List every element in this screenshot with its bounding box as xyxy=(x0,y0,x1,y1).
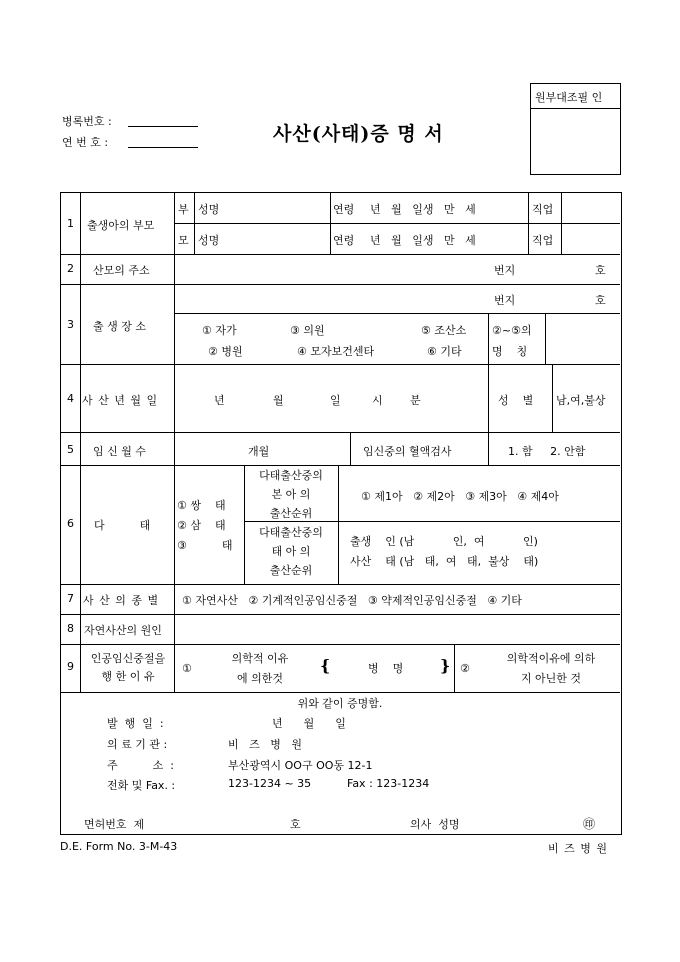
col-line xyxy=(330,192,331,254)
row-number: 9 xyxy=(67,660,74,673)
col-line xyxy=(350,432,351,465)
place-option-clinic[interactable]: ③ 의원 xyxy=(290,324,325,337)
multiple-type-triplet[interactable]: ② 삼 태 xyxy=(177,519,226,532)
row-line xyxy=(60,692,620,693)
mother-label: 모 xyxy=(178,234,189,247)
address-bunji: 번지 xyxy=(494,264,516,277)
place-name-label-2: 명 칭 xyxy=(492,345,528,358)
mother-name-label: 성명 xyxy=(198,234,220,247)
row-number: 5 xyxy=(67,443,74,456)
order-label-3: 출산순위 xyxy=(269,507,313,520)
date-minute[interactable]: 분 xyxy=(410,394,421,407)
phone-value: 123-1234 ~ 35 xyxy=(228,777,312,790)
place-name-label: ②~⑤의 xyxy=(492,324,532,337)
row-line xyxy=(60,364,620,365)
col-line xyxy=(488,313,489,364)
parents-label: 출생아의 부모 xyxy=(87,219,155,232)
serial-number-field[interactable] xyxy=(128,147,198,148)
col-line xyxy=(194,192,195,254)
reason-option-2[interactable]: ② xyxy=(460,662,470,675)
col-line xyxy=(338,465,339,584)
row-number: 7 xyxy=(67,592,74,605)
certify-statement: 위와 같이 증명함. xyxy=(297,697,383,710)
row-number: 1 xyxy=(67,217,74,230)
brace-open: { xyxy=(320,656,331,675)
phone-fax-label: 전화 및 Fax. : xyxy=(107,779,176,792)
row-number: 8 xyxy=(67,622,74,635)
medical-reason-1: 의학적 이유 xyxy=(231,652,289,665)
father-name-label: 성명 xyxy=(198,203,220,216)
col-line xyxy=(488,432,489,465)
father-dob[interactable]: 년 월 일생 만 세 xyxy=(370,203,476,216)
stamp-label: 원부대조필 인 xyxy=(535,91,603,104)
row-line xyxy=(60,254,620,255)
issue-date-value[interactable]: 년 월 일 xyxy=(272,717,346,730)
fetal-order-label-3: 출산순위 xyxy=(269,564,313,577)
doctor-name-label: 의사 성명 xyxy=(410,818,460,831)
col-line xyxy=(545,313,546,364)
row-line xyxy=(60,284,620,285)
abortion-reason-label-1: 인공임신중절을 xyxy=(90,652,166,665)
father-age-label: 연령 xyxy=(333,203,355,216)
row-number: 2 xyxy=(67,262,74,275)
seal-icon: ㊞ xyxy=(583,817,596,831)
abortion-reason-label-2: 행 한 이 유 xyxy=(101,670,155,683)
mother-dob[interactable]: 년 월 일생 만 세 xyxy=(370,234,476,247)
address-label: 주 소 : xyxy=(107,759,174,772)
col-line xyxy=(454,644,455,692)
license-number-ho: 호 xyxy=(290,818,301,831)
live-birth-count[interactable]: 출생 인 (남 인, 여 인) xyxy=(350,535,538,548)
pregnancy-months-unit[interactable]: 개월 xyxy=(248,445,270,458)
issue-date-label: 발 행 일 : xyxy=(107,717,164,730)
date-hour[interactable]: 시 xyxy=(372,394,383,407)
row-line xyxy=(60,584,620,585)
order-label-2: 본 아 의 xyxy=(271,488,311,501)
row-line xyxy=(60,614,620,615)
address-ho: 호 xyxy=(595,264,606,277)
row-line xyxy=(174,313,620,314)
non-medical-reason-1: 의학적이유에 의하 xyxy=(506,652,596,665)
place-ho: 호 xyxy=(595,294,606,307)
place-bunji: 번지 xyxy=(494,294,516,307)
multiple-type-twin[interactable]: ① 쌍 태 xyxy=(177,499,226,512)
footer-hospital: 비 즈 병 원 xyxy=(548,842,608,855)
date-year[interactable]: 년 xyxy=(214,394,225,407)
col-line xyxy=(488,364,489,432)
serial-number-label: 연 번 호 : xyxy=(62,136,109,149)
medical-reason-2: 에 의한것 xyxy=(236,672,283,685)
pregnancy-months-label: 임 신 월 수 xyxy=(93,445,146,458)
stamp-divider xyxy=(530,108,620,109)
stillbirth-type-options[interactable]: ① 자연사산 ② 기계적인공임신중절 ③ 약제적인공임신중절 ④ 기타 xyxy=(182,594,522,607)
col-line xyxy=(244,465,245,584)
birth-place-label: 출 생 장 소 xyxy=(93,320,146,333)
place-option-other[interactable]: ⑥ 기타 xyxy=(427,345,462,358)
institution-label: 의 료 기 관 : xyxy=(107,738,168,751)
mother-job-label: 직업 xyxy=(532,234,554,247)
mother-age-label: 연령 xyxy=(333,234,355,247)
row-number: 6 xyxy=(67,517,74,530)
place-option-home[interactable]: ① 자가 xyxy=(202,324,237,337)
fax-value: Fax : 123-1234 xyxy=(347,777,430,790)
col-line xyxy=(561,192,562,254)
blood-test-label: 임신중의 혈액검사 xyxy=(363,445,452,458)
address-value: 부산광역시 OO구 OO동 12-1 xyxy=(228,759,373,772)
sex-label: 성 별 xyxy=(498,394,534,407)
record-number-field[interactable] xyxy=(128,126,198,127)
stillbirth-count[interactable]: 사산 태 (남 태, 여 태, 불상 태) xyxy=(350,555,539,568)
place-option-hospital[interactable]: ② 병원 xyxy=(208,345,243,358)
blood-test-options[interactable]: 1. 함 2. 안함 xyxy=(508,445,586,458)
mother-address-label: 산모의 주소 xyxy=(93,264,150,277)
record-number-label: 병록번호 : xyxy=(62,115,112,128)
fetal-order-label-1: 다태출산중의 xyxy=(259,526,323,539)
license-number-label: 면허번호 제 xyxy=(84,818,145,831)
date-month[interactable]: 월 xyxy=(273,394,284,407)
row-number: 3 xyxy=(67,318,74,331)
reason-option-1[interactable]: ① xyxy=(182,662,192,675)
multiple-birth-label: 다 태 xyxy=(94,519,151,532)
non-medical-reason-2: 지 아닌한 것 xyxy=(520,672,582,685)
father-job-label: 직업 xyxy=(532,203,554,216)
brace-close: } xyxy=(440,656,451,675)
page-title: 사산(사태)증 명 서 xyxy=(273,123,444,145)
place-option-maternal-center[interactable]: ④ 모자보건센타 xyxy=(297,345,375,358)
multiple-type-other[interactable]: ③ 태 xyxy=(177,539,233,552)
row-line xyxy=(174,223,620,224)
institution-value: 비 즈 병 원 xyxy=(228,738,302,751)
form-number: D.E. Form No. 3-M-43 xyxy=(60,840,178,853)
row-number: 4 xyxy=(67,392,74,405)
place-option-midwife[interactable]: ⑤ 조산소 xyxy=(421,324,467,337)
natural-cause-label: 자연사산의 원인 xyxy=(84,624,162,637)
row-line xyxy=(244,521,620,522)
stillbirth-date-label: 사 산 년 월 일 xyxy=(82,394,159,407)
col-line xyxy=(80,192,81,692)
birth-order-options[interactable]: ① 제1아 ② 제2아 ③ 제3아 ④ 제4아 xyxy=(361,490,559,503)
sex-options[interactable]: 남,여,불상 xyxy=(556,394,606,407)
fetal-order-label-2: 태 아 의 xyxy=(271,545,311,558)
order-label-1: 다태출산중의 xyxy=(259,469,323,482)
father-label: 부 xyxy=(178,203,189,216)
col-line xyxy=(174,192,175,692)
row-line xyxy=(60,644,620,645)
date-day[interactable]: 일 xyxy=(330,394,341,407)
disease-name-label[interactable]: 병 명 xyxy=(368,662,404,675)
col-line xyxy=(552,364,553,432)
col-line xyxy=(528,192,529,254)
row-line xyxy=(60,432,620,433)
stillbirth-type-label: 사 산 의 종 별 xyxy=(83,594,160,607)
row-line xyxy=(60,465,620,466)
